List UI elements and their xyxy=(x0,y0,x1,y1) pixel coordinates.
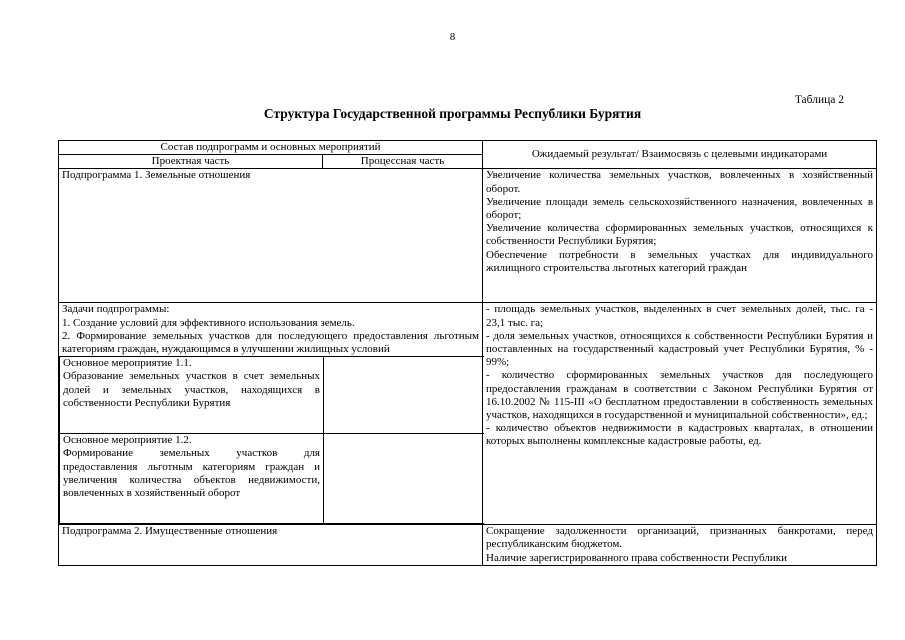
header-composition: Состав подпрограмм и основных мероприятий xyxy=(59,141,483,155)
indicator-item: - количество объектов недвижимости в кадастровых кварталах, в отношении которых выполнены комплексные кадастровые работы, ед. xyxy=(486,422,874,448)
measure1-row xyxy=(60,357,484,434)
program-structure-table xyxy=(58,140,877,566)
measure2-title: Основное мероприятие 1.2. xyxy=(63,434,192,447)
measure1-title: Основное мероприятие 1.1. xyxy=(63,357,192,370)
indicator-item: - доля земельных участков, относящихся к собственности Республики Бурятия и поставленных на государственный кадастровый учет Республики Бурятия, % - 99%; xyxy=(486,329,874,369)
header-project-part: Проектная часть xyxy=(59,155,323,169)
result-item: Наличие зарегистрированного права собственности Республики xyxy=(486,551,787,564)
page-number: 8 xyxy=(449,31,456,43)
result-item: Сокращение задолженности организаций, признанных банкротами, перед республиканским бюджетом. xyxy=(486,525,874,551)
result-item: Увеличение количества земельных участков, вовлеченных в хозяйственный оборот. xyxy=(486,169,874,195)
header-row-1 xyxy=(59,141,877,155)
measures-table xyxy=(59,356,484,524)
measure2-process-cell xyxy=(324,434,484,524)
header-process-part: Процессная часть xyxy=(323,155,483,169)
measure1-cell xyxy=(60,357,324,434)
table-label: Таблица 2 xyxy=(794,94,844,106)
result-item: Увеличение площади земель сельскохозяйственного назначения, вовлеченных в оборот; xyxy=(486,195,874,222)
measure2-text: Формирование земельных участков для предоставления льготным категориям граждан и увеличения количества объектов недвижимости, вовлеченных в хозяйственный оборот xyxy=(63,447,320,500)
subprogram1-indicators xyxy=(483,303,877,525)
page-title: Структура Государственной программы Республики Бурятия xyxy=(263,106,642,121)
subprogram1-row xyxy=(59,169,877,303)
subprogram1-results xyxy=(483,169,877,303)
result-item: Увеличение количества сформированных земельных участков, относящихся к собственности Республики Бурятия; xyxy=(486,222,874,248)
measure2-row xyxy=(60,434,484,524)
subprogram1-title: Подпрограмма 1. Земельные отношения xyxy=(59,169,483,303)
tasks-block xyxy=(59,303,482,356)
indicator-item: - площадь земельных участков, выделенных в счет земельных долей, тыс. га - 23,1 тыс. га; xyxy=(486,303,874,329)
subprogram2-title: Подпрограмма 2. Имущественные отношения xyxy=(59,525,483,566)
header-expected-result: Ожидаемый результат/ Взаимосвязь с целевыми индикаторами xyxy=(483,141,877,169)
subprogram2-row xyxy=(59,525,877,566)
subprogram2-results xyxy=(483,525,877,566)
task-item: 1. Создание условий для эффективного использования земель. xyxy=(62,316,355,329)
subprogram1-tasks-cell xyxy=(59,303,483,525)
measure2-cell xyxy=(60,434,324,524)
task-item: 2. Формирование земельных участков для последующего предоставления льготным категориям граждан, нуждающимся в улучшении жилищных условий xyxy=(62,329,480,356)
subprogram1-tasks-row xyxy=(59,303,877,525)
tasks-heading: Задачи подпрограммы: xyxy=(62,303,170,316)
result-item: Обеспечение потребности в земельных участках для индивидуального жилищного строительства льготных категорий граждан xyxy=(486,248,874,274)
measure1-text: Образование земельных участков в счет земельных долей и земельных участков, находящихся в собственности Республики Бурятия xyxy=(63,370,320,409)
measure1-process-cell xyxy=(324,357,484,434)
indicator-item: - количество сформированных земельных участков для последующего предоставления гражданам в соответствии с Законом Республики Бурятия от 16.10.2002 № 115-III «О бесплатном предоставлении в собственность земельных участков, находящихся в государственной и муниципальной собственности», ед.; xyxy=(486,369,874,422)
